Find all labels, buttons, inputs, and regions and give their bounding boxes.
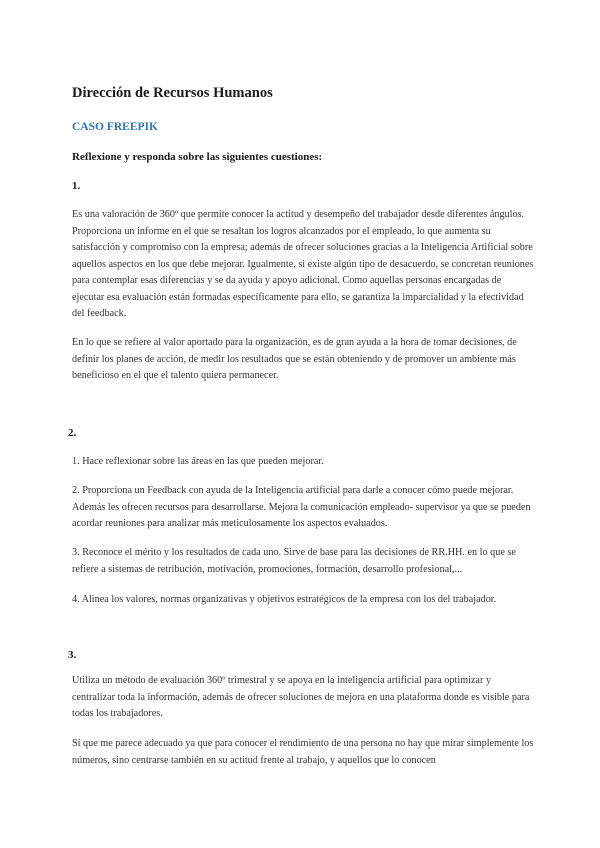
answer-2-item-4: 4. Alinea los valores, normas organizativas y objetivos estratégicos de la empresa con los del trabajador. xyxy=(72,594,497,605)
answer-3-paragraph-1: Utiliza un método de evaluación 360º trimestral y se apoya en la inteligencia artificial para optimizar y centralizar toda la información, además de ofrecer soluciones de mejora en una plataforma donde es visible para todas los trabajadores. xyxy=(72,675,530,719)
answer-3-paragraph-2: Sí que me parece adecuado ya que para conocer el rendimiento de una persona no hay que mirar simplemente los números, sino centrarse también en su actitud frente al trabajo, y aquellos que lo conocen xyxy=(72,738,534,766)
answer-2-item-3: 3. Reconoce el mérito y los resultados de cada uno. Sirve de base para las decisiones de RR.HH. en lo que se refiere a sistemas de retribución, motivación, promociones, formación, desarrollo profesional,... xyxy=(72,547,516,575)
answer-1-paragraph-2: En lo que se refiere al valor aportado para la organización, es de gran ayuda a la hora de tomar decisiones, de definir los planes de acción, de medir los resultados que se están obteniendo y de promover un ambiente más beneficioso en el que el talento quiera permanecer. xyxy=(72,337,517,381)
instructions-heading: Reflexione y responda sobre las siguientes cuestiones: xyxy=(72,151,323,163)
answer-2-item-2: 2. Proporciona un Feedback con ayuda de la Inteligencia artificial para darle a conocer cómo puede mejorar. Además les ofrecen recursos para desarrollarse. Mejora la comunicación empleado- supervisor ya que se pueden acordar reuniones para analizar más meticulosamente los aspectos evaluados. xyxy=(72,485,531,529)
question-number-2: 2. xyxy=(68,427,77,439)
question-number-3: 3. xyxy=(68,649,77,661)
answer-1-paragraph-1: Es una valoración de 360º que permite conocer la actitud y desempeño del trabajador desde diferentes ángulos. Proporciona un informe en el que se resaltan los logros alcanzados por el empleado, lo que aumenta su satisfacción y compromiso con la empresa; además de ofrecer soluciones gracias a la Inteligencia Artificial sobre aquellos aspectos en los que debe mejorar. Igualmente, si existe algún tipo de desacuerdo, se concretan reuniones para contemplar esas diferencias y se da ayuda y apoyo adicional. Como aquellas personas encargadas de ejecutar esa evaluación están formadas específicamente para ello, se garantiza la imparcialidad y la efectividad del feedback. xyxy=(72,209,534,319)
page-title: Dirección de Recursos Humanos xyxy=(72,85,273,101)
question-number-1: 1. xyxy=(72,180,81,192)
answer-2-item-1: 1. Hace reflexionar sobre las áreas en las que pueden mejorar. xyxy=(72,456,324,467)
case-subtitle: CASO FREEPIK xyxy=(72,121,158,133)
